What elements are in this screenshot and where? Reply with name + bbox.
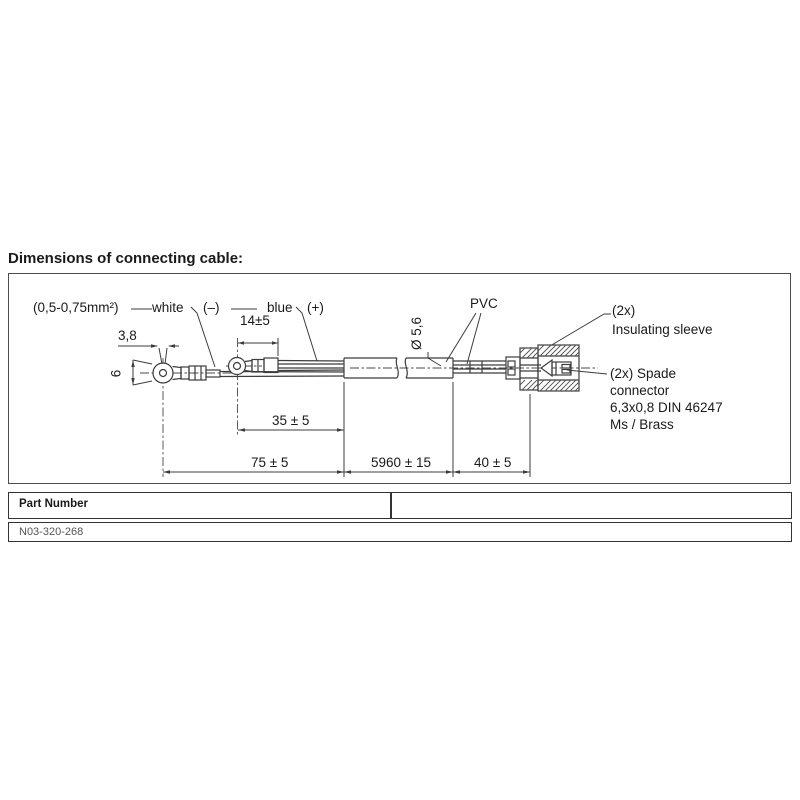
part-number-table-header-row bbox=[8, 492, 792, 519]
spade-connector-label-line4: Ms / Brass bbox=[610, 417, 674, 432]
dim-ring-width: 6 bbox=[108, 369, 124, 378]
part-number-table-value-row bbox=[8, 522, 792, 542]
table-column-divider bbox=[390, 493, 392, 518]
page-title: Dimensions of connecting cable: bbox=[8, 250, 244, 267]
pvc-label: PVC bbox=[470, 296, 498, 311]
sleeve-qty-label: (2x) bbox=[612, 303, 636, 318]
blue-wire-label: blue bbox=[267, 300, 293, 315]
dim-cable-length: 5960 ± 15 bbox=[371, 455, 431, 470]
spade-connector-label-line3: 6,3x0,8 DIN 46247 bbox=[610, 400, 723, 415]
sleeve-name-label: Insulating sleeve bbox=[612, 322, 713, 337]
spade-connector-label-line1: (2x) Spade bbox=[610, 366, 677, 381]
dim-ring-gap: 14±5 bbox=[240, 313, 270, 328]
part-number-value: N03-320-268 bbox=[19, 526, 84, 538]
dim-strip-length: 35 ± 5 bbox=[272, 413, 310, 428]
white-wire-label: white bbox=[152, 300, 184, 315]
dim-hole-diameter: 3,8 bbox=[118, 328, 137, 343]
dim-end-length: 40 ± 5 bbox=[474, 455, 512, 470]
wire-spec-label: (0,5-0,75mm²) bbox=[33, 300, 119, 315]
dim-lead-length: 75 ± 5 bbox=[251, 455, 289, 470]
cable-diameter-label: Ø 5,6 bbox=[409, 316, 425, 351]
blue-polarity-label: (+) bbox=[307, 300, 324, 315]
white-polarity-label: (–) bbox=[203, 300, 220, 315]
spade-connector-label-line2: connector bbox=[610, 383, 670, 398]
part-number-header: Part Number bbox=[19, 498, 89, 510]
